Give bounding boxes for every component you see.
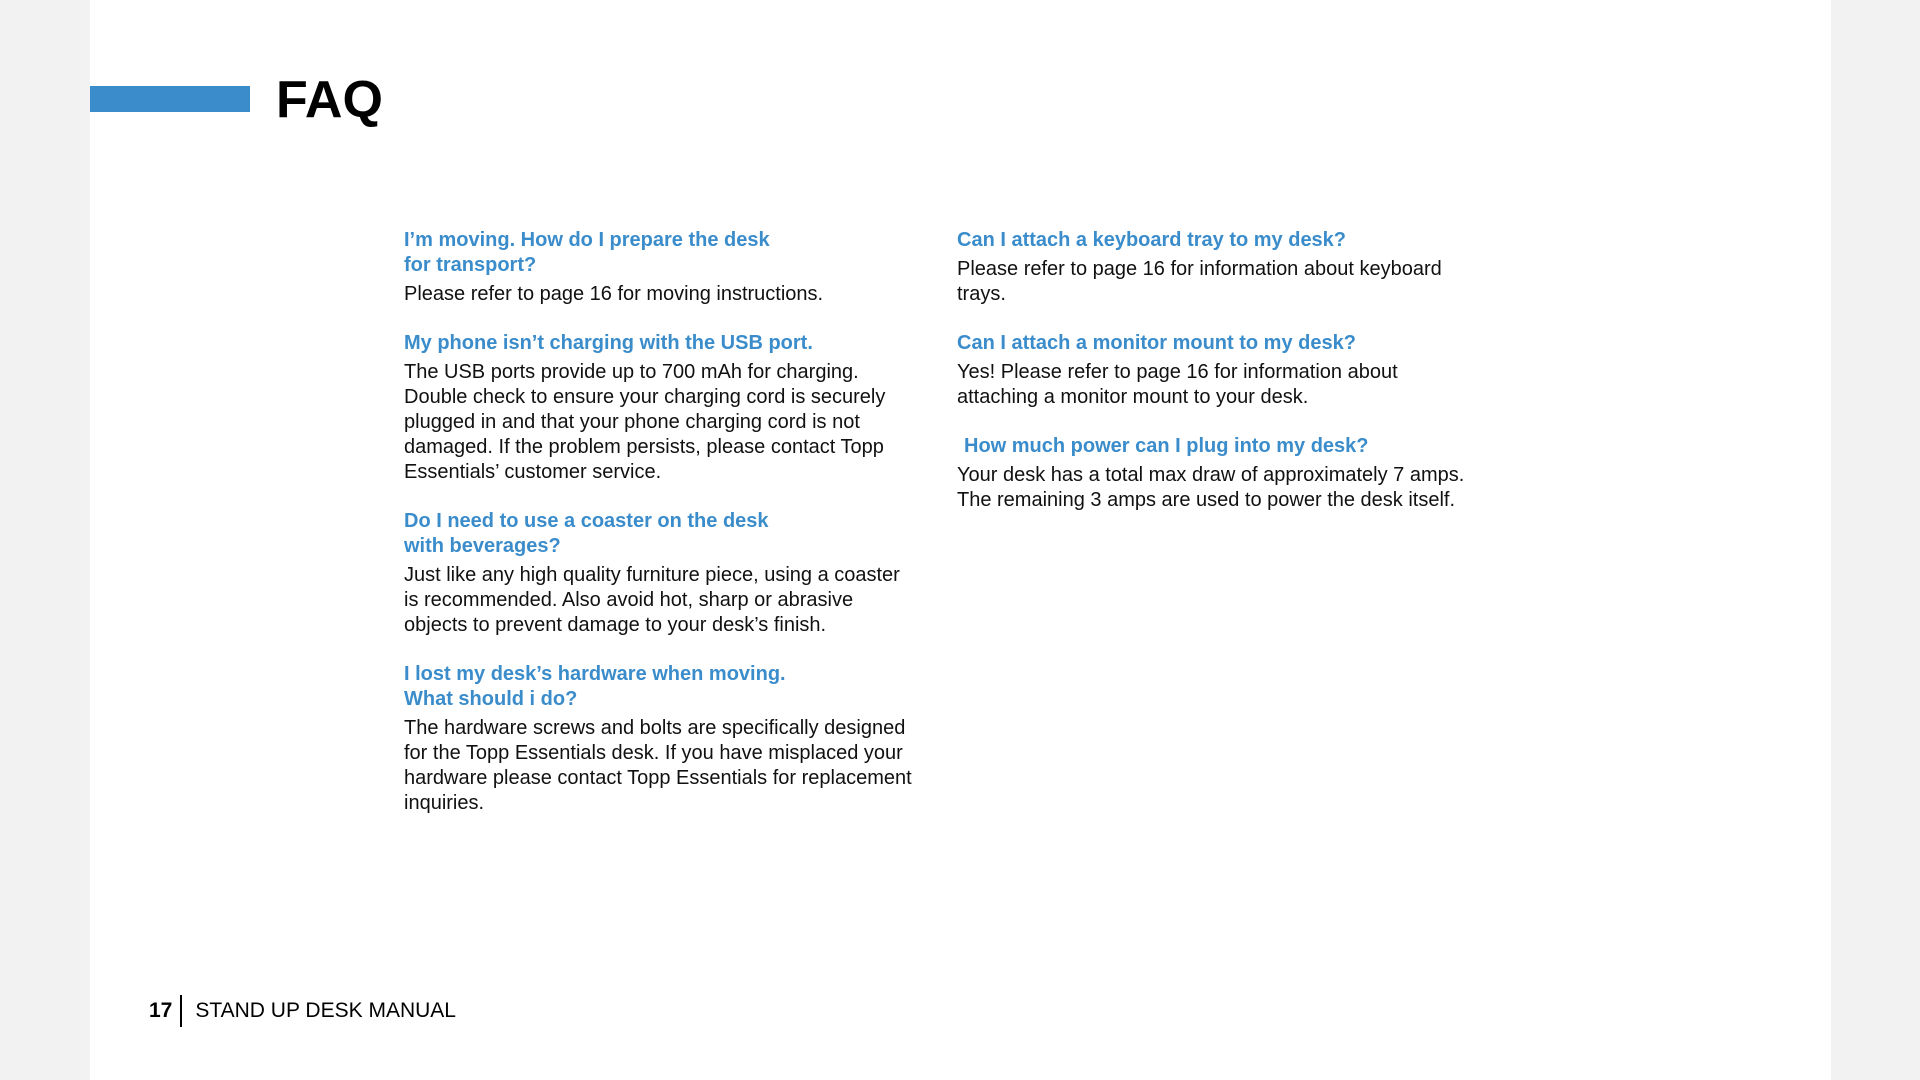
faq-question: Do I need to use a coaster on the desk with beverages? (404, 510, 769, 557)
faq-answer: Your desk has a total max draw of approximately 7 amps. The remaining 3 amps are used to power the desk itself. (957, 464, 1465, 511)
faq-column-left (404, 228, 914, 840)
faq-answer: Yes! Please refer to page 16 for information about attaching a monitor mount to your desk. (957, 361, 1398, 408)
faq-answer: The USB ports provide up to 700 mAh for charging. Double check to ensure your charging cord is securely plugged in and that your phone charging cord is not damaged. If the problem persists, please contact Topp Essentials’ customer service. (404, 361, 886, 483)
faq-column-right (957, 228, 1477, 537)
faq-item (957, 331, 1477, 410)
header-accent-bar (90, 86, 250, 112)
faq-answer: Just like any high quality furniture piece, using a coaster is recommended. Also avoid hot, sharp or abrasive objects to prevent damage to your desk’s finish. (404, 564, 900, 636)
faq-question: I lost my desk’s hardware when moving. What should i do? (404, 663, 786, 710)
manual-page (90, 0, 1831, 1080)
faq-item (404, 228, 914, 307)
faq-question: My phone isn’t charging with the USB port. (404, 332, 813, 354)
faq-item (957, 228, 1477, 307)
manual-title: STAND UP DESK MANUAL (195, 999, 456, 1022)
faq-answer: Please refer to page 16 for information about keyboard trays. (957, 258, 1442, 305)
page-number: 17 (149, 999, 173, 1022)
faq-item (404, 509, 914, 638)
faq-question: How much power can I plug into my desk? (964, 435, 1369, 457)
faq-question: Can I attach a monitor mount to my desk? (957, 332, 1356, 354)
page-title: FAQ (276, 71, 383, 129)
faq-item (957, 434, 1477, 513)
footer-divider (180, 995, 182, 1027)
faq-question: Can I attach a keyboard tray to my desk? (957, 229, 1347, 251)
faq-answer: The hardware screws and bolts are specifically designed for the Topp Essentials desk. If you have misplaced your hardware please contact Topp Essentials for replacement inquiries. (404, 717, 912, 814)
page-footer (149, 995, 456, 1027)
faq-question: I’m moving. How do I prepare the desk for transport? (404, 229, 770, 276)
faq-item (404, 662, 914, 816)
faq-item (404, 331, 914, 485)
faq-answer: Please refer to page 16 for moving instructions. (404, 283, 824, 305)
